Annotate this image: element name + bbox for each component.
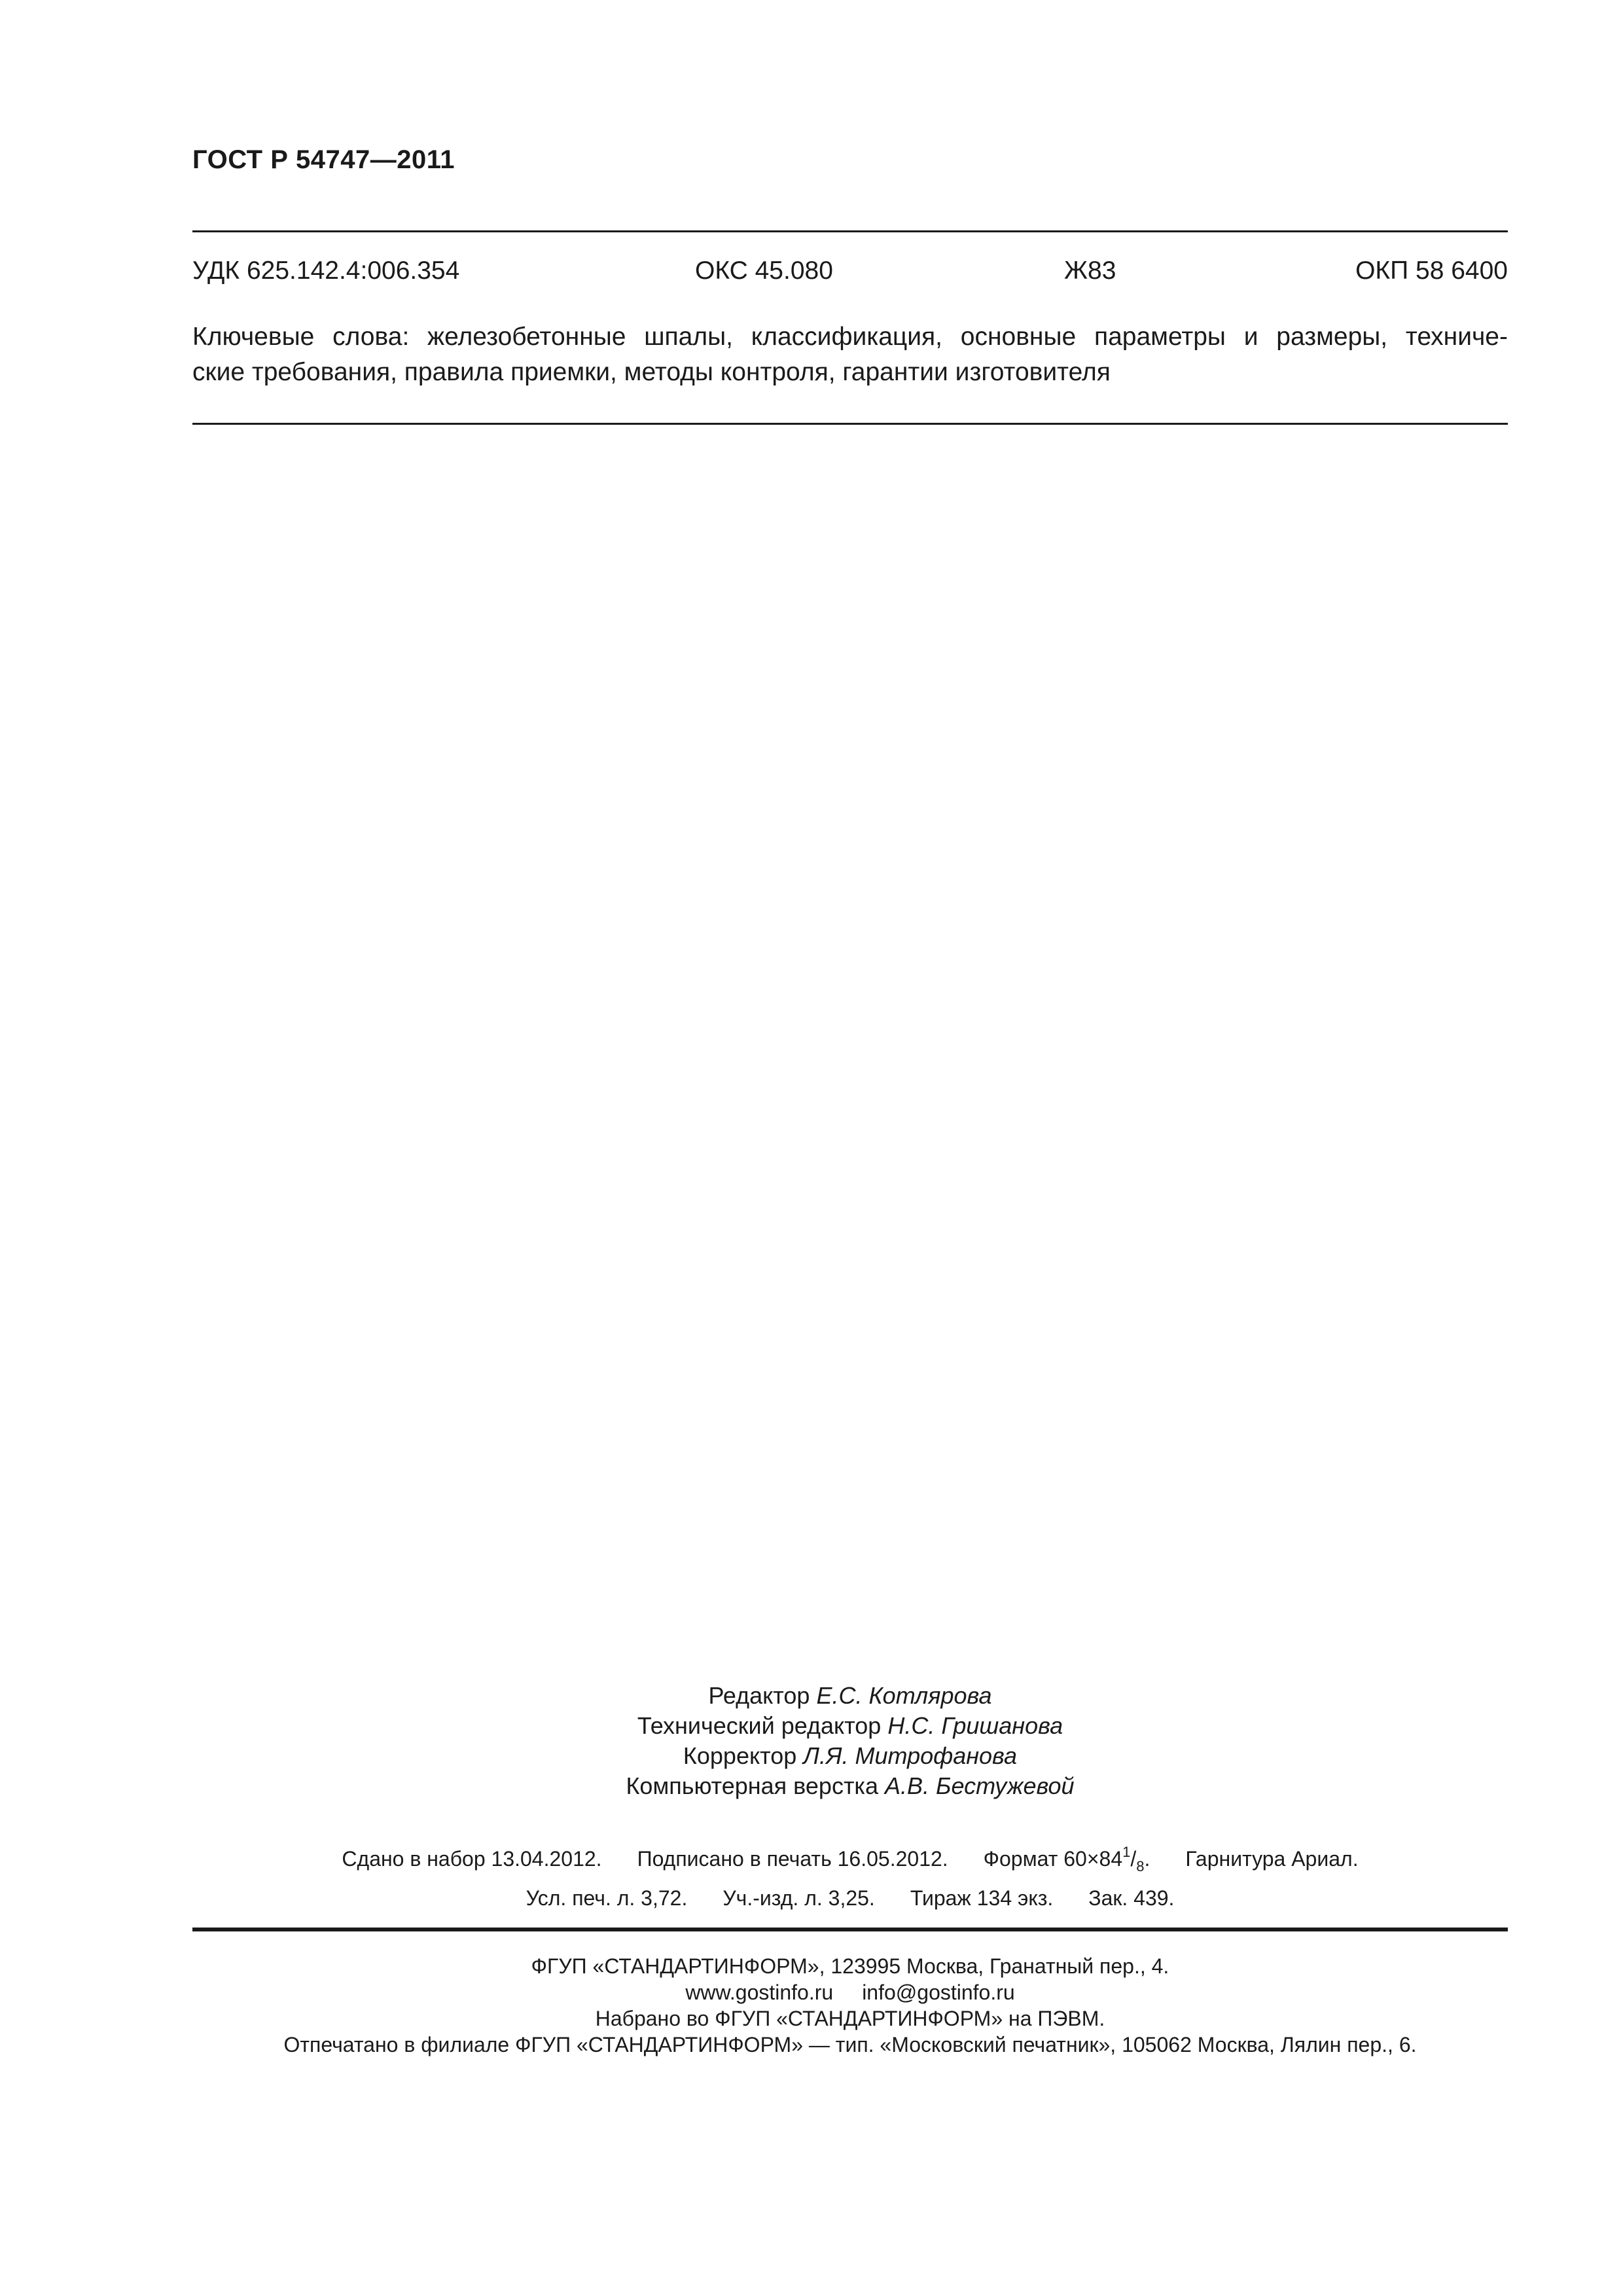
print-info-block: [192, 1837, 1508, 1914]
credit-layout: [192, 1771, 1508, 1801]
keywords-divider: [192, 423, 1508, 425]
imprint-divider: [192, 1928, 1508, 1931]
credit-role: Редактор: [708, 1682, 810, 1709]
submitted-date: Сдано в набор 13.04.2012.: [342, 1847, 602, 1871]
typeset-note: Набрано во ФГУП «СТАНДАРТИНФОРМ» на ПЭВМ.: [595, 2007, 1105, 2030]
oks-code: ОКС 45.080: [695, 257, 833, 285]
imprint-block: [192, 1953, 1508, 2058]
credit-role: Технический редактор: [637, 1712, 882, 1739]
website-link[interactable]: www.gostinfo.ru: [685, 1981, 834, 2004]
credit-role: Корректор: [683, 1742, 797, 1769]
print-info-row-1: [192, 1837, 1508, 1882]
credit-editor: [192, 1681, 1508, 1711]
keywords-line-2: ские требования, правила приемки, методы контроля, гарантии изготовителя: [192, 358, 1111, 386]
document-standard-code: ГОСТ Р 54747—2011: [192, 145, 455, 174]
pub-sheets: Уч.-изд. л. 3,25.: [722, 1886, 875, 1910]
print-sheets: Усл. печ. л. 3,72.: [526, 1886, 688, 1910]
contact-row: [192, 1979, 1508, 2005]
okp-code: ОКП 58 6400: [1355, 257, 1508, 285]
credits-block: [192, 1681, 1508, 1801]
keywords-line-1: Ключевые слова: железобетонные шпалы, классификация, основные параметры и размеры, техниче-: [192, 323, 1508, 351]
udk-code: УДК 625.142.4:006.354: [192, 257, 460, 285]
credit-name: Е.С. Котлярова: [816, 1682, 992, 1709]
credit-name: А.В. Бестужевой: [885, 1772, 1075, 1799]
printed-note: Отпечатано в филиале ФГУП «СТАНДАРТИНФОРМ» — тип. «Московский печатник», 105062 Москва, Лялин пер., 6.: [283, 2033, 1417, 2056]
kgs-code: Ж83: [1064, 257, 1116, 285]
format-label: Формат $60\times 84^1/_8$.: [983, 1844, 1150, 1874]
circulation: Тираж 134 экз.: [910, 1886, 1054, 1910]
credit-name: Н.С. Гришанова: [887, 1712, 1063, 1739]
publisher-address: ФГУП «СТАНДАРТИНФОРМ», 123995 Москва, Гранатный пер., 4.: [531, 1954, 1169, 1978]
email-link[interactable]: info@gostinfo.ru: [862, 1981, 1015, 2004]
print-info-row-2: [192, 1882, 1508, 1914]
typeface-label: Гарнитура Ариал.: [1185, 1847, 1359, 1871]
credit-role: Компьютерная верстка: [626, 1772, 878, 1799]
order-number: Зак. 439.: [1088, 1886, 1175, 1910]
keywords-paragraph: [192, 319, 1508, 390]
signed-date: Подписано в печать 16.05.2012.: [637, 1847, 948, 1871]
credit-name: Л.Я. Митрофанова: [803, 1742, 1018, 1769]
credit-proofreader: [192, 1741, 1508, 1771]
credit-technical-editor: [192, 1711, 1508, 1741]
top-divider: [192, 230, 1508, 232]
classification-row: [192, 257, 1508, 289]
